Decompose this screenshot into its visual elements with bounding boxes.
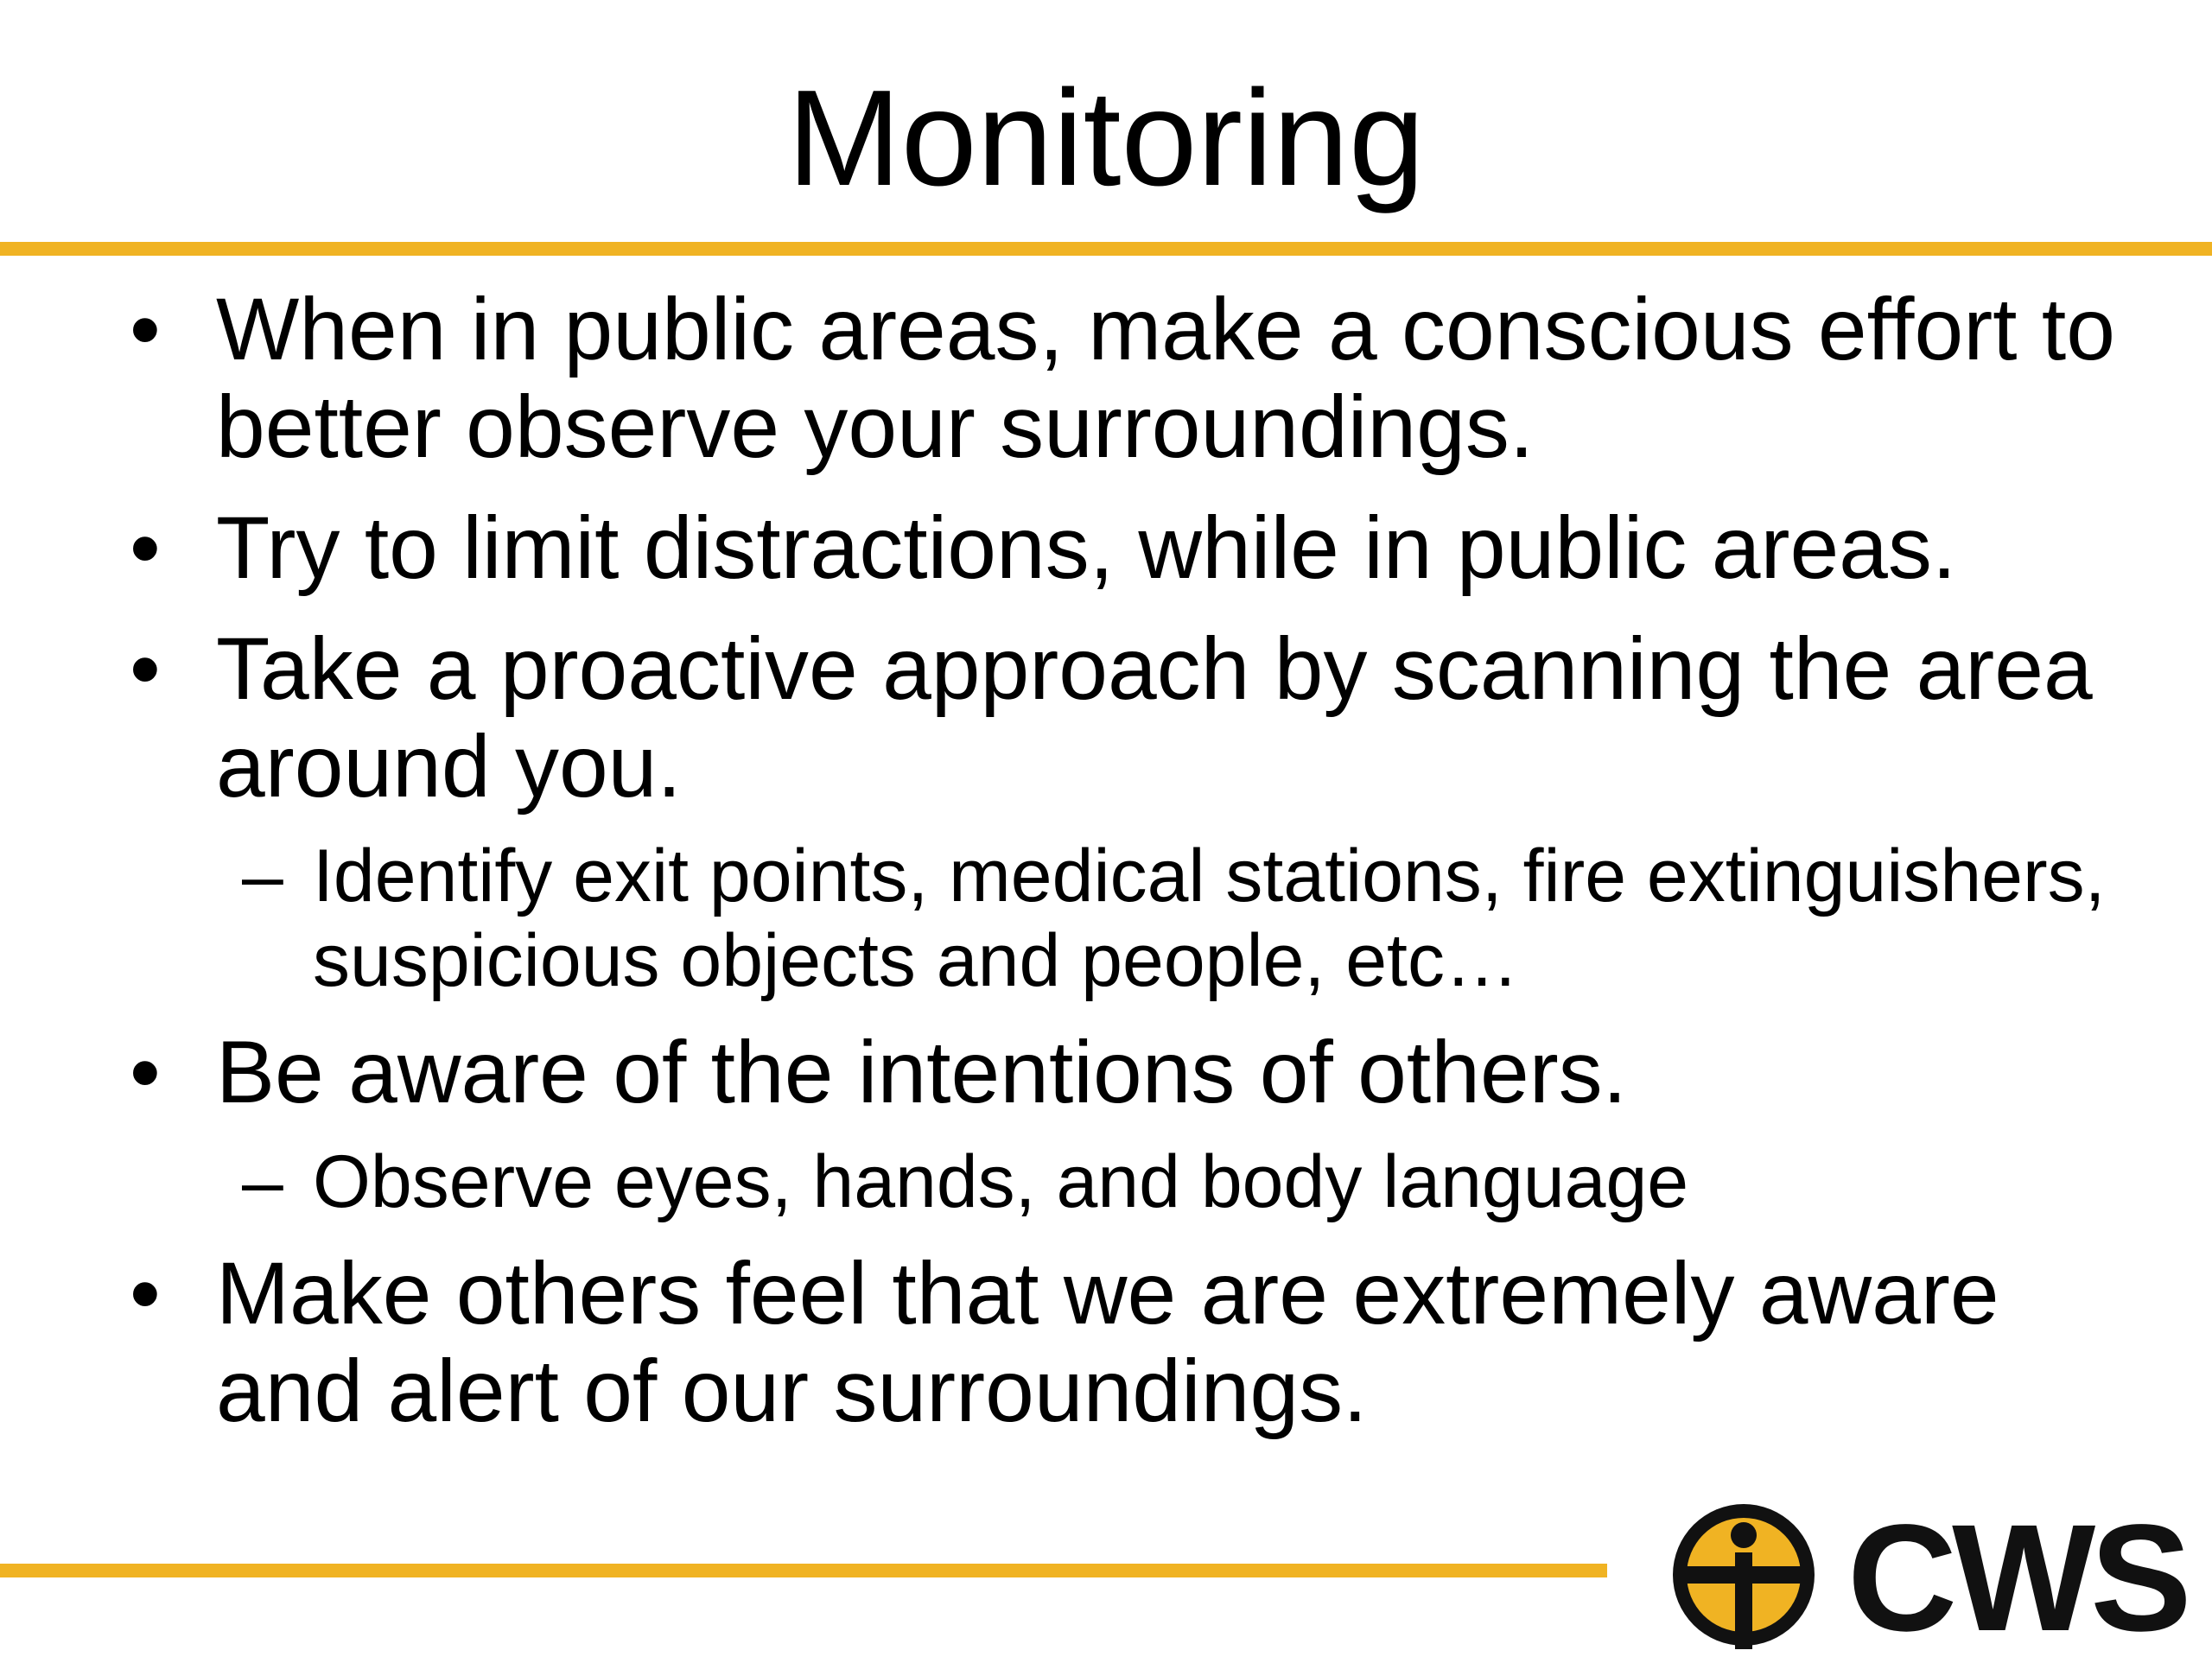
sub-bullet-item: [130, 1139, 2117, 1224]
bullet-marker: •: [130, 1244, 161, 1342]
bullet-item: [130, 1024, 2117, 1121]
bottom-divider: [0, 1564, 1607, 1577]
top-divider: [0, 242, 2212, 256]
bullet-text: Make others feel that we are extremely aware and alert of our surroundings.: [216, 1244, 1999, 1440]
bullet-item: [130, 1245, 2117, 1440]
bullet-text: Try to limit distractions, while in public areas.: [216, 498, 1957, 597]
logo-text: CWS: [1847, 1494, 2187, 1663]
bullet-marker: •: [130, 280, 161, 378]
bullet-marker: •: [130, 1023, 161, 1121]
cws-cross-circle-icon: [1666, 1497, 1821, 1653]
bullet-marker: •: [130, 619, 161, 718]
cws-logo: [1666, 1494, 2187, 1663]
sub-bullet-marker: –: [242, 835, 283, 917]
bullet-item: [130, 281, 2117, 476]
bullet-item: [130, 499, 2117, 597]
bullet-text: Take a proactive approach by scanning the area around you.: [216, 619, 2093, 816]
sub-bullet-text: Identify exit points, medical stations, fire extinguishers, suspicious objects and people, etc…: [313, 835, 2106, 1002]
sub-bullet-marker: –: [242, 1140, 283, 1223]
sub-bullet-text: Observe eyes, hands, and body language: [313, 1140, 1689, 1223]
bullet-item: [130, 620, 2117, 816]
slide-title: Monitoring: [787, 62, 1425, 214]
bullet-text: When in public areas, make a conscious effort to better observe your surroundings.: [216, 280, 2115, 476]
sub-bullet-item: [130, 834, 2117, 1003]
bullet-text: Be aware of the intentions of others.: [216, 1023, 1627, 1121]
bullet-marker: •: [130, 498, 161, 597]
bullet-list: [130, 281, 2117, 1463]
